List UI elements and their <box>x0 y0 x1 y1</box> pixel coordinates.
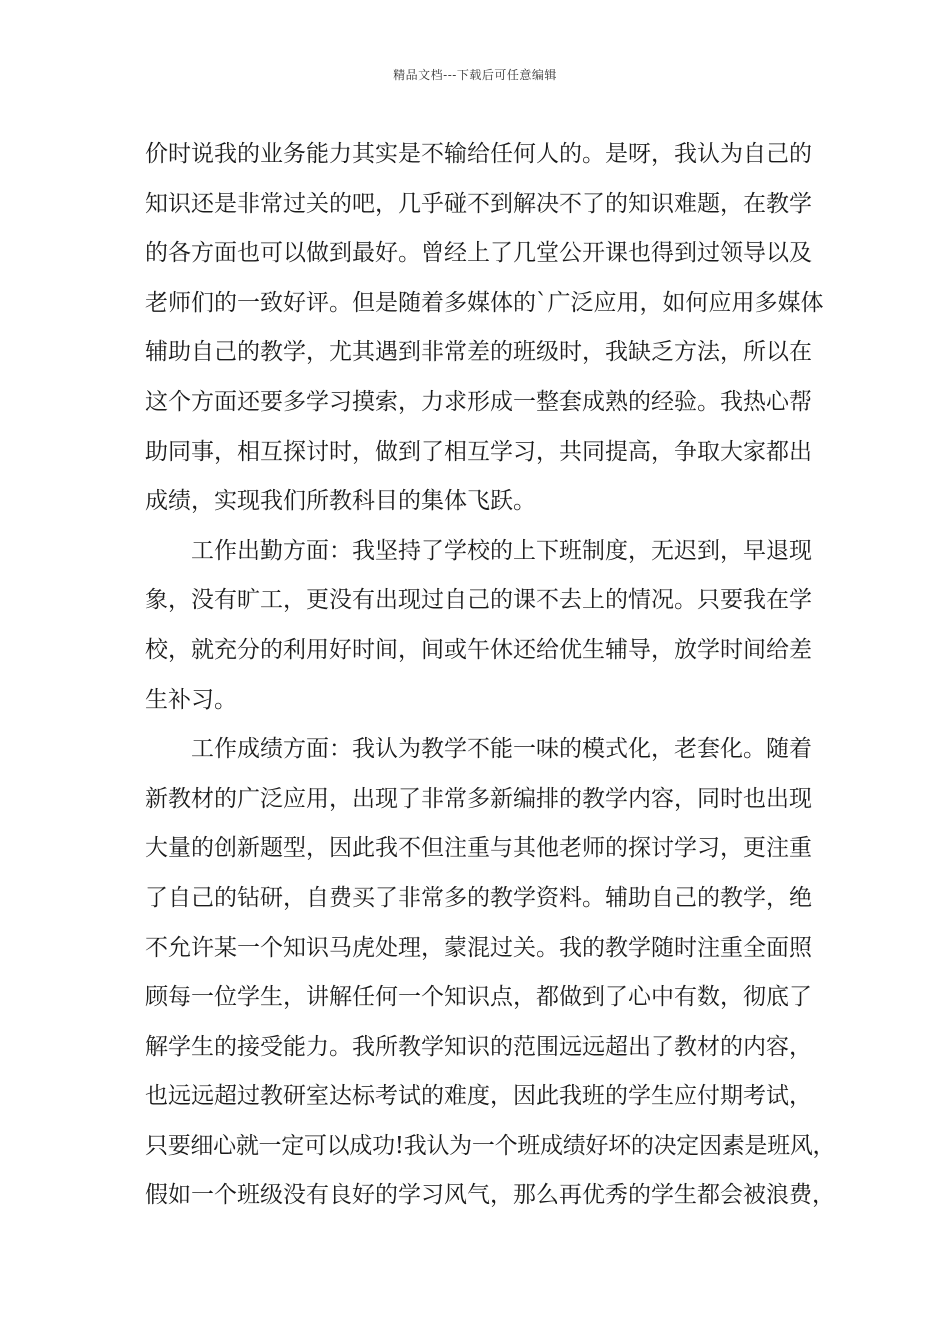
text-line: 辅助自己的教学，尤其遇到非常差的班级时，我缺乏方法，所以在 <box>145 339 812 366</box>
text-line: 只要细心就一定可以成功!我认为一个班成绩好坏的决定因素是班风， <box>145 1132 836 1159</box>
text-line: 生补习。 <box>145 686 237 713</box>
text-line: 助同事，相互探讨时，做到了相互学习，共同提高，争取大家都出 <box>145 438 812 465</box>
text-line: 成绩，实现我们所教科目的集体飞跃。 <box>145 488 536 515</box>
text-line: 的各方面也可以做到最好。曾经上了几堂公开课也得到过领导以及 <box>145 240 812 267</box>
text-line: 大量的创新题型，因此我不但注重与其他老师的探讨学习，更注重 <box>145 835 812 862</box>
text-line: 价时说我的业务能力其实是不输给任何人的。是呀，我认为自己的 <box>145 141 812 167</box>
body-text <box>145 130 835 1221</box>
text-line: 也远远超过教研室达标考试的难度，因此我班的学生应付期考试， <box>145 1083 812 1110</box>
text-line: 解学生的接受能力。我所教学知识的范围远远超出了教材的内容， <box>145 1033 812 1060</box>
text-line: 不允许某一个知识马虎处理，蒙混过关。我的教学随时注重全面照 <box>145 934 812 961</box>
paragraph-first-line: 工作出勤方面：我坚持了学校的上下班制度，无迟到，早退现 <box>191 537 812 564</box>
text-line: 知识还是非常过关的吧，几乎碰不到解决不了的知识难题，在教学 <box>145 190 812 217</box>
text-line: 新教材的广泛应用，出现了非常多新编排的教学内容，同时也出现 <box>145 785 812 812</box>
text-line: 校，就充分的利用好时间，间或午休还给优生辅导，放学时间给差 <box>145 636 812 663</box>
paragraph-first-line: 工作成绩方面：我认为教学不能一味的模式化，老套化。随着 <box>191 736 812 763</box>
text-line: 老师们的一致好评。但是随着多媒体的`广泛应用，如何应用多媒体 <box>145 289 824 316</box>
text-line: 这个方面还要多学习摸索，力求形成一整套成熟的经验。我热心帮 <box>145 388 812 415</box>
text-line: 顾每一位学生，讲解任何一个知识点，都做到了心中有数，彻底了 <box>145 984 812 1011</box>
text-line: 假如一个班级没有良好的学习风气，那么再优秀的学生都会被浪费， <box>145 1182 835 1209</box>
text-line: 了自己的钻研，自费买了非常多的教学资料。辅助自己的教学，绝 <box>145 884 812 911</box>
page-header: 精品文档---下载后可任意编辑 <box>393 68 557 82</box>
text-line: 象，没有旷工，更没有出现过自己的课不去上的情况。只要我在学 <box>145 587 812 614</box>
